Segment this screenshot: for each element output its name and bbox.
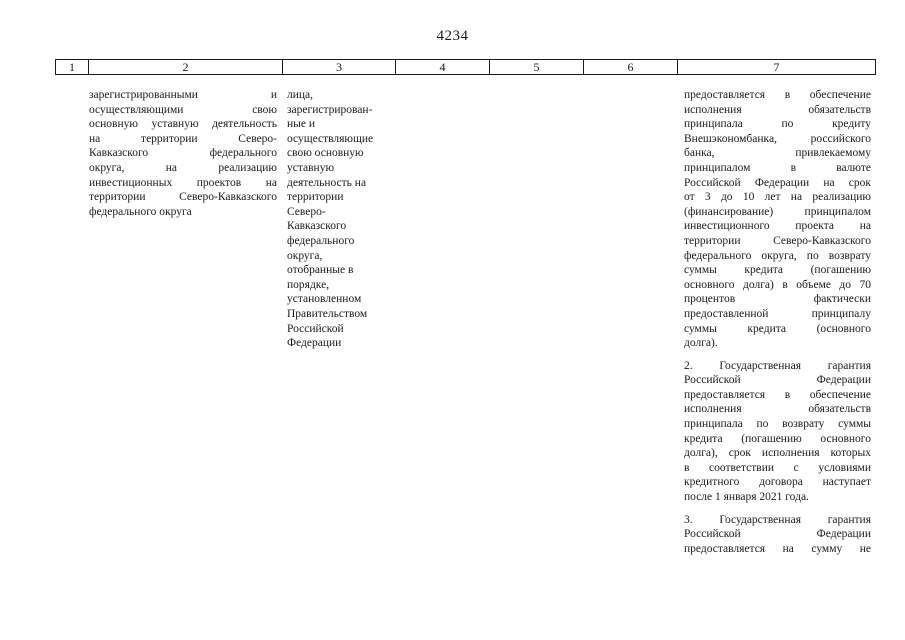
- text-line: исполнения обязательств: [684, 103, 871, 116]
- column-number-row: [56, 60, 876, 75]
- text-line: уставную: [287, 161, 335, 174]
- text-line: территории Северо-Кавказского: [89, 191, 277, 204]
- text-line: лица,: [287, 89, 314, 101]
- text-line: Кавказского федерального: [89, 147, 277, 160]
- text-line: принципала по возврату суммы: [684, 418, 871, 431]
- text-line: от 3 до 10 лет на реализацию: [684, 191, 871, 204]
- text-line: Российской: [287, 322, 344, 335]
- text-line: федерального: [287, 234, 355, 247]
- column-number-5: 5: [490, 60, 584, 75]
- text-line: округа, на реализацию: [89, 161, 277, 174]
- text-line: после 1 января 2021 года.: [684, 491, 809, 504]
- column-number-3: 3: [283, 60, 396, 75]
- text-line: зарегистрирован-: [287, 103, 373, 116]
- text-line: принципала по кредиту: [684, 118, 871, 131]
- text-line: установленном: [287, 293, 362, 306]
- text-line: суммы кредита (основного: [684, 322, 871, 335]
- text-line: деятельность на: [287, 176, 367, 189]
- text-line: кредитного договора наступает: [684, 476, 871, 489]
- text-line: Северо-: [287, 205, 326, 218]
- text-line: процентов фактически: [684, 293, 871, 306]
- text-line: Российской Федерации на срок: [684, 176, 871, 189]
- column-7-text: [684, 88, 871, 556]
- text-line: порядке,: [287, 278, 330, 291]
- text-line: (финансирование) принципалом: [684, 205, 871, 218]
- paragraph-2: [684, 359, 871, 505]
- text-line: предоставляется в обеспечение: [684, 89, 871, 101]
- text-line: долга).: [684, 337, 718, 350]
- text-line: свою основную: [287, 147, 364, 160]
- text-line: Российской Федерации: [684, 374, 871, 387]
- text-line: банка, привлекаемому: [684, 147, 871, 160]
- column-3-text: [287, 88, 385, 351]
- text-line: территории: [287, 191, 344, 204]
- text-line: зарегистрированными и: [89, 89, 277, 101]
- text-line: инвестиционного проекта на: [684, 220, 871, 233]
- text-line: предоставленной принципалу: [684, 307, 871, 320]
- text-line: осуществляющими свою: [89, 103, 277, 116]
- text-line: Внешэкономбанка, российского: [684, 132, 871, 145]
- text-line: Федерации: [287, 337, 342, 350]
- text-line: Российской Федерации: [684, 528, 871, 541]
- text-line: основного долга) в объеме до 70: [684, 278, 871, 291]
- text-line: Правительством: [287, 307, 368, 320]
- column-header-table: [55, 59, 876, 75]
- text-line: округа,: [287, 249, 323, 262]
- text-line: 2. Государственная гарантия: [684, 359, 871, 372]
- column-number-7: 7: [678, 60, 876, 75]
- text-line: Кавказского: [287, 220, 347, 233]
- column-number-4: 4: [396, 60, 490, 75]
- text-line: исполнения обязательств: [684, 403, 871, 416]
- text-line: 3. Государственная гарантия: [684, 513, 871, 526]
- text-line: на территории Северо-: [89, 132, 277, 145]
- text-line: осуществляющие: [287, 132, 374, 145]
- column-number-2: 2: [89, 60, 283, 75]
- text-line: в соответствии с условиями: [684, 461, 871, 474]
- text-line: федерального округа: [89, 205, 192, 218]
- text-line: основную уставную деятельность: [89, 118, 277, 131]
- text-line: территории Северо-Кавказского: [684, 234, 871, 247]
- text-line: суммы кредита (погашению: [684, 264, 871, 277]
- text-line: предоставляется на сумму не: [684, 542, 871, 555]
- text-line: ные и: [287, 118, 316, 131]
- column-number-1: 1: [56, 60, 89, 75]
- text-line: кредита (погашению основного: [684, 432, 871, 445]
- paragraph-3: [684, 513, 871, 557]
- column-2-text: [89, 88, 277, 219]
- column-number-6: 6: [584, 60, 678, 75]
- text-line: инвестиционных проектов на: [89, 176, 277, 189]
- text-line: федерального округа, по возврату: [684, 249, 871, 262]
- text-line: принципалом в валюте: [684, 161, 871, 174]
- text-line: долга), срок исполнения которых: [684, 447, 871, 460]
- paragraph-1: [684, 88, 871, 351]
- text-line: отобранные в: [287, 264, 354, 277]
- text-line: предоставляется в обеспечение: [684, 388, 871, 401]
- page-number: 4234: [436, 28, 469, 44]
